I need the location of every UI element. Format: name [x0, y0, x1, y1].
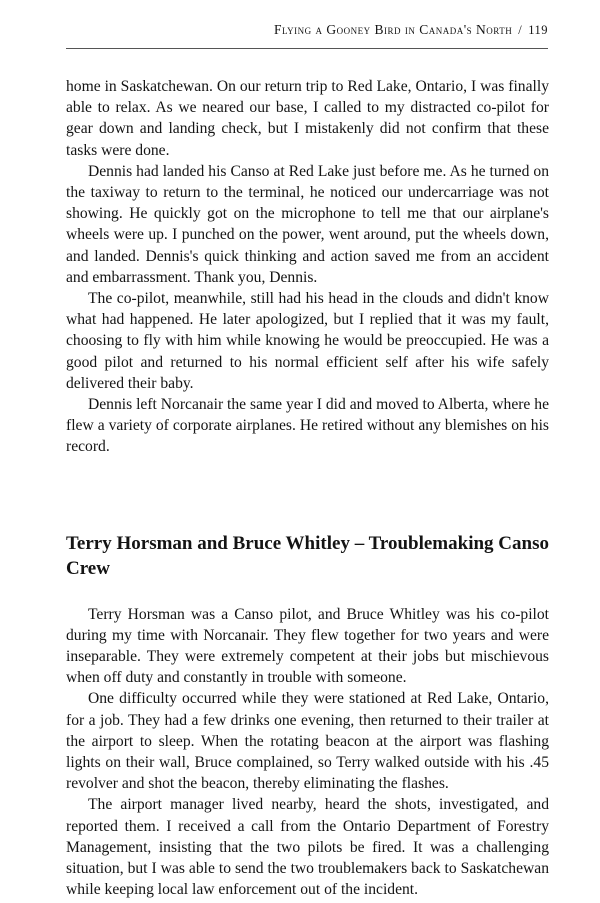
section-heading: Terry Horsman and Bruce Whitley – Troublemaking Canso Crew — [66, 532, 549, 579]
body-paragraph: Terry Horsman was a Canso pilot, and Bruce Whitley was his co-pilot during my time with Norcanair. They flew together for two years and were inseparable. They were extremely competent at their jobs but mischievous when off duty and constantly in trouble with someone. — [66, 605, 549, 687]
body-paragraph: home in Saskatchewan. On our return trip to Red Lake, Ontario, I was finally able to relax. As we neared our base, I called to my distracted co-pilot for gear down and landing check, but I mistakenly did not confirm that these tasks were done. — [66, 78, 549, 159]
page-body — [66, 76, 549, 901]
body-paragraph: Dennis left Norcanair the same year I did and moved to Alberta, where he flew a variety of corporate airplanes. He retired without any blemishes on his record. — [66, 396, 549, 456]
body-paragraph: Dennis had landed his Canso at Red Lake just before me. As he turned on the taxiway to return to the terminal, he noticed our undercarriage was not showing. He quickly got on the microphone to tell me that our airplane's wheels were up. I punched on the power, went around, put the wheels down, and landed. Dennis's quick thinking and action saved me from an accident and embarrassment. Thank you, Dennis. — [66, 162, 549, 286]
header-separator: / — [518, 23, 523, 37]
body-paragraph: The airport manager lived nearby, heard the shots, investigated, and reported them. I received a call from the Ontario Department of Forestry Management, insisting that the two pilots be fired. It was a challenging situation, but I was able to send the two troublemakers back to Saskatchewan while keeping local law enforcement out of the incident. — [66, 796, 549, 899]
running-header — [66, 22, 548, 49]
body-paragraph: One difficulty occurred while they were stationed at Red Lake, Ontario, for a job. They had a few drinks one evening, then returned to their trailer at the airport to sleep. When the rotating beacon at the airport was flashing lights on their wall, Bruce complained, so Terry walked outside with his .45 revolver and shot the beacon, thereby eliminating the flashes. — [66, 690, 549, 793]
body-paragraph: The co-pilot, meanwhile, still had his head in the clouds and didn't know what had happened. He later apologized, but I replied that it was my fault, choosing to fly with him while knowing he would be preoccupied. He was a good pilot and returned to his normal efficient self after his wife safely delivered their baby. — [66, 290, 549, 392]
page-number: 119 — [528, 23, 548, 37]
running-title: Flying a Gooney Bird in Canada's North — [273, 22, 513, 37]
